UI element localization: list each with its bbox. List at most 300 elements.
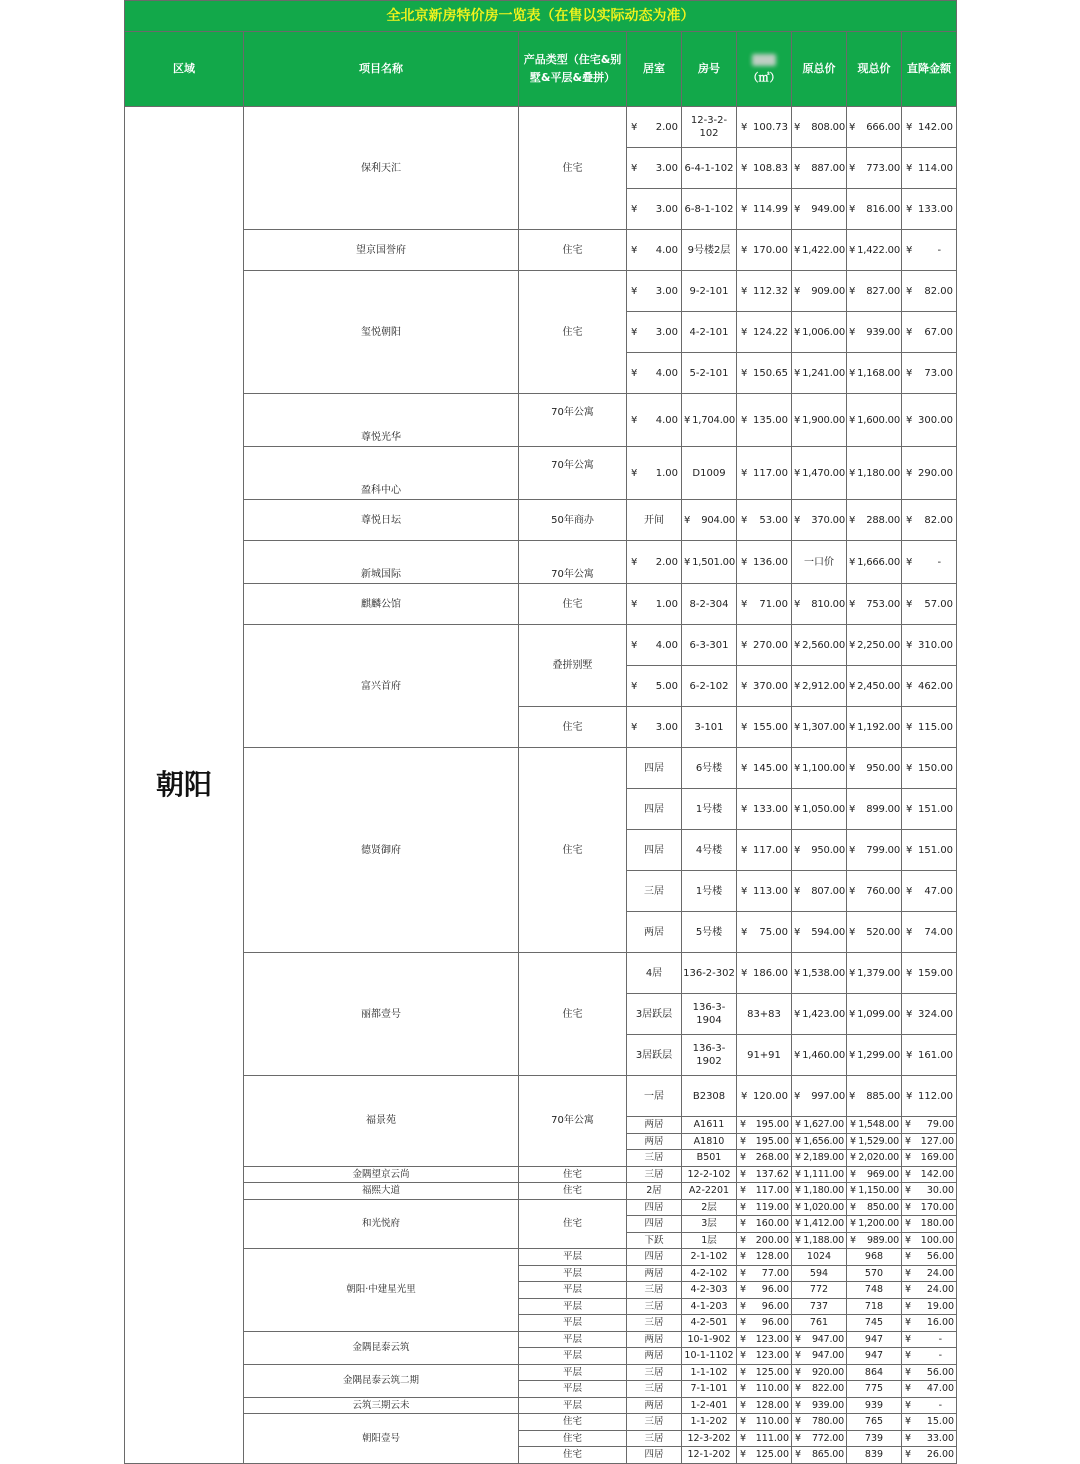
orig-total-cell-value: 822.00 xyxy=(811,1383,844,1395)
drop-cell xyxy=(902,189,957,230)
currency-symbol: ¥ xyxy=(794,1049,801,1061)
drop-cell-value: - xyxy=(938,1350,943,1362)
orig-total-cell xyxy=(792,912,847,953)
product-type: 平层 xyxy=(519,1348,627,1365)
orig-total-cell-value: 780.00 xyxy=(811,1416,844,1428)
orig-total-cell xyxy=(792,1117,847,1134)
project-name: 盈科中心 xyxy=(244,447,519,500)
now-total-cell-value: 939.00 xyxy=(866,326,900,338)
currency-symbol: ¥ xyxy=(905,1185,912,1197)
header-region: 区域 xyxy=(125,32,244,107)
orig-total-cell-value: 1,422.00 xyxy=(802,244,845,256)
currency-symbol: ¥ xyxy=(794,1090,801,1102)
area-cell xyxy=(737,1199,792,1216)
unit-cell: 136-2-302 xyxy=(682,953,737,994)
currency-symbol: ¥ xyxy=(794,762,801,774)
header-row xyxy=(125,32,957,107)
now-total-cell: 968 xyxy=(847,1249,902,1266)
drop-cell-value: 324.00 xyxy=(918,1008,954,1020)
drop-cell xyxy=(902,830,957,871)
orig-total-cell xyxy=(792,584,847,625)
rooms-cell: 两居 xyxy=(627,1117,682,1134)
orig-total-cell-value: 949.00 xyxy=(811,203,845,215)
unit-cell: 6-2-102 xyxy=(682,666,737,707)
project-name: 尊悦光华 xyxy=(244,394,519,447)
orig-total-cell xyxy=(792,1216,847,1233)
now-total-cell-value: 1,379.00 xyxy=(857,967,900,979)
currency-symbol: ¥ xyxy=(906,285,913,297)
area-cell-value: 137.62 xyxy=(755,1168,789,1180)
currency-symbol: ¥ xyxy=(794,367,801,379)
area-cell-value: 155.00 xyxy=(753,721,788,733)
rooms-cell: 四居 xyxy=(627,1447,682,1464)
rooms-cell-value: 5.00 xyxy=(655,680,678,692)
drop-cell-value: 73.00 xyxy=(924,367,954,379)
area-cell xyxy=(737,748,792,789)
currency-symbol: ¥ xyxy=(849,762,856,774)
drop-cell-value: 82.00 xyxy=(924,285,954,297)
drop-cell-value: 24.00 xyxy=(926,1267,955,1279)
now-total-cell: 939 xyxy=(847,1397,902,1414)
unit-cell xyxy=(682,541,737,584)
drop-cell-value: 82.00 xyxy=(924,514,954,526)
unit-cell: 10-1-1102 xyxy=(682,1348,737,1365)
area-cell xyxy=(737,394,792,447)
area-cell xyxy=(737,1381,792,1398)
drop-cell-value: 159.00 xyxy=(918,967,954,979)
area-cell xyxy=(737,1447,792,1464)
rooms-cell-value: 4.00 xyxy=(655,414,678,426)
now-total-cell-value: 827.00 xyxy=(866,285,900,297)
table-row xyxy=(125,953,957,994)
drop-cell-value: 142.00 xyxy=(918,121,954,133)
area-cell-value: 170.00 xyxy=(753,244,788,256)
unit-cell: 3层 xyxy=(682,1216,737,1233)
product-type: 住宅 xyxy=(519,1166,627,1183)
now-total-cell xyxy=(847,953,902,994)
area-cell-value: 195.00 xyxy=(755,1135,789,1147)
currency-symbol: ¥ xyxy=(631,598,638,610)
currency-symbol: ¥ xyxy=(795,1383,801,1395)
orig-total-cell xyxy=(792,994,847,1035)
blurred-label xyxy=(752,54,776,66)
drop-cell-value: 169.00 xyxy=(920,1152,955,1164)
area-cell xyxy=(737,1265,792,1282)
orig-total-cell: 772 xyxy=(792,1282,847,1299)
drop-cell-value: - xyxy=(937,244,942,256)
currency-symbol: ¥ xyxy=(849,367,856,379)
unit-cell: 6-8-1-102 xyxy=(682,189,737,230)
rooms-cell: 四居 xyxy=(627,789,682,830)
drop-cell-value: 26.00 xyxy=(926,1449,955,1461)
unit-cell: 2-1-102 xyxy=(682,1249,737,1266)
currency-symbol: ¥ xyxy=(794,639,801,651)
drop-cell-value: 74.00 xyxy=(924,926,954,938)
drop-cell xyxy=(902,666,957,707)
now-total-cell-value: 799.00 xyxy=(866,844,900,856)
orig-total-cell-value: 2,912.00 xyxy=(802,680,845,692)
product-type: 住宅 xyxy=(519,707,627,748)
now-total-cell-value: 773.00 xyxy=(866,162,900,174)
currency-symbol: ¥ xyxy=(794,467,801,479)
currency-symbol: ¥ xyxy=(741,803,748,815)
drop-cell-value: 16.00 xyxy=(926,1317,955,1329)
currency-symbol: ¥ xyxy=(741,1090,748,1102)
now-total-cell xyxy=(847,625,902,666)
drop-cell xyxy=(902,353,957,394)
product-type: 住宅 xyxy=(519,748,627,953)
drop-cell xyxy=(902,707,957,748)
drop-cell xyxy=(902,1298,957,1315)
currency-symbol: ¥ xyxy=(740,1333,747,1345)
area-cell-value: 270.00 xyxy=(753,639,788,651)
rooms-cell: 四居 xyxy=(627,1249,682,1266)
currency-symbol: ¥ xyxy=(740,1383,747,1395)
now-total-cell-value: 885.00 xyxy=(866,1090,900,1102)
orig-total-cell-value: 1,423.00 xyxy=(802,1008,845,1020)
currency-symbol: ¥ xyxy=(905,1383,912,1395)
orig-total-cell-value: 594.00 xyxy=(811,926,845,938)
currency-symbol: ¥ xyxy=(905,1432,912,1444)
currency-symbol: ¥ xyxy=(905,1267,912,1279)
orig-total-cell-value: 810.00 xyxy=(811,598,845,610)
currency-symbol: ¥ xyxy=(849,1090,856,1102)
now-total-cell xyxy=(847,189,902,230)
currency-symbol: ¥ xyxy=(740,1399,747,1411)
currency-symbol: ¥ xyxy=(741,162,748,174)
now-total-cell-value: 1,666.00 xyxy=(857,556,900,568)
project-name: 金隅望京云尚 xyxy=(244,1166,519,1183)
orig-total-cell xyxy=(792,189,847,230)
product-type: 住宅 xyxy=(519,1430,627,1447)
rooms-cell: 两居 xyxy=(627,1331,682,1348)
unit-cell-value: 1,501.00 xyxy=(692,556,735,568)
currency-symbol: ¥ xyxy=(740,1135,747,1147)
currency-symbol: ¥ xyxy=(849,721,856,733)
drop-cell-value: 300.00 xyxy=(918,414,954,426)
project-name: 富兴首府 xyxy=(244,625,519,748)
now-total-cell-value: 753.00 xyxy=(866,598,900,610)
now-total-cell xyxy=(847,1166,902,1183)
product-type: 70年公寓 xyxy=(519,1076,627,1167)
rooms-cell: 四居 xyxy=(627,1199,682,1216)
unit-cell: 8-2-304 xyxy=(682,584,737,625)
now-total-cell-value: 2,250.00 xyxy=(857,639,900,651)
now-total-cell xyxy=(847,707,902,748)
area-cell xyxy=(737,830,792,871)
area-cell xyxy=(737,1166,792,1183)
currency-symbol: ¥ xyxy=(905,1135,912,1147)
currency-symbol: ¥ xyxy=(740,1185,747,1197)
area-cell xyxy=(737,912,792,953)
drop-cell xyxy=(902,230,957,271)
now-total-cell-value: 1,548.00 xyxy=(858,1119,899,1131)
currency-symbol: ¥ xyxy=(740,1267,747,1279)
now-total-cell-value: 666.00 xyxy=(866,121,900,133)
rooms-cell-value: 3.00 xyxy=(655,162,678,174)
drop-cell xyxy=(902,271,957,312)
now-total-cell-value: 1,168.00 xyxy=(857,367,900,379)
now-total-cell-value: 520.00 xyxy=(866,926,900,938)
drop-cell-value: 180.00 xyxy=(920,1218,955,1230)
drop-cell-value: 151.00 xyxy=(918,803,954,815)
unit-cell: A2-2201 xyxy=(682,1183,737,1200)
area-cell-value: 71.00 xyxy=(759,598,788,610)
currency-symbol: ¥ xyxy=(740,1449,747,1461)
drop-cell-value: 290.00 xyxy=(918,467,954,479)
rooms-cell-value: 4.00 xyxy=(655,244,678,256)
unit-cell: B2308 xyxy=(682,1076,737,1117)
orig-total-cell xyxy=(792,1199,847,1216)
currency-symbol: ¥ xyxy=(795,1416,801,1428)
area-cell xyxy=(737,189,792,230)
drop-cell-value: 47.00 xyxy=(924,885,954,897)
rooms-cell xyxy=(627,394,682,447)
currency-symbol: ¥ xyxy=(849,1049,856,1061)
currency-symbol: ¥ xyxy=(794,598,801,610)
currency-symbol: ¥ xyxy=(741,203,748,215)
currency-symbol: ¥ xyxy=(795,1449,801,1461)
currency-symbol: ¥ xyxy=(741,885,748,897)
area-cell-value: 120.00 xyxy=(753,1090,788,1102)
currency-symbol: ¥ xyxy=(905,1399,912,1411)
currency-symbol: ¥ xyxy=(740,1350,747,1362)
currency-symbol: ¥ xyxy=(795,1432,801,1444)
drop-cell xyxy=(902,748,957,789)
orig-total-cell-value: 2,560.00 xyxy=(802,639,845,651)
now-total-cell xyxy=(847,994,902,1035)
area-cell xyxy=(737,1430,792,1447)
orig-total-cell-value: 1,412.00 xyxy=(803,1218,844,1230)
orig-total-cell xyxy=(792,830,847,871)
orig-total-cell: 761 xyxy=(792,1315,847,1332)
area-cell-value: 268.00 xyxy=(755,1152,789,1164)
rooms-cell xyxy=(627,312,682,353)
drop-cell xyxy=(902,1430,957,1447)
now-total-cell xyxy=(847,1117,902,1134)
area-cell xyxy=(737,666,792,707)
area-cell-value: 108.83 xyxy=(753,162,788,174)
now-total-cell xyxy=(847,1076,902,1117)
area-cell-value: 125.00 xyxy=(755,1449,789,1461)
currency-symbol: ¥ xyxy=(906,367,913,379)
rooms-cell: 两居 xyxy=(627,1348,682,1365)
area-cell-value: 136.00 xyxy=(753,556,788,568)
orig-total-cell-value: 920.00 xyxy=(811,1366,844,1378)
currency-symbol: ¥ xyxy=(906,967,913,979)
currency-symbol: ¥ xyxy=(905,1251,912,1263)
now-total-cell: 775 xyxy=(847,1381,902,1398)
currency-symbol: ¥ xyxy=(849,514,856,526)
currency-symbol: ¥ xyxy=(906,721,913,733)
currency-symbol: ¥ xyxy=(741,598,748,610)
currency-symbol: ¥ xyxy=(905,1201,912,1213)
unit-cell: B501 xyxy=(682,1150,737,1167)
area-cell: 91+91 xyxy=(737,1035,792,1076)
project-name: 福熙大道 xyxy=(244,1183,519,1200)
unit-cell: 7-1-101 xyxy=(682,1381,737,1398)
drop-cell xyxy=(902,1397,957,1414)
area-cell-value: 200.00 xyxy=(755,1234,789,1246)
drop-cell xyxy=(902,1414,957,1431)
orig-total-cell-value: 1,627.00 xyxy=(803,1119,844,1131)
orig-total-cell xyxy=(792,748,847,789)
table-row xyxy=(125,1183,957,1200)
orig-total-cell xyxy=(792,1447,847,1464)
currency-symbol: ¥ xyxy=(849,803,856,815)
header-type: 产品类型（住宅&别墅&平层&叠拼） xyxy=(519,32,627,107)
currency-symbol: ¥ xyxy=(795,1350,801,1362)
now-total-cell-value: 1,600.00 xyxy=(857,414,900,426)
table-row xyxy=(125,500,957,541)
rooms-cell-value: 4.00 xyxy=(655,639,678,651)
unit-cell: D1009 xyxy=(682,447,737,500)
currency-symbol: ¥ xyxy=(850,1201,856,1213)
area-cell xyxy=(737,953,792,994)
area-cell xyxy=(737,541,792,584)
currency-symbol: ¥ xyxy=(905,1300,912,1312)
project-name: 云筑三期云未 xyxy=(244,1397,519,1414)
project-name: 金隅昆泰云筑二期 xyxy=(244,1364,519,1397)
drop-cell xyxy=(902,107,957,148)
rooms-cell: 两居 xyxy=(627,912,682,953)
orig-total-cell-value: 1,241.00 xyxy=(802,367,845,379)
now-total-cell-value: 288.00 xyxy=(866,514,900,526)
currency-symbol: ¥ xyxy=(631,721,638,733)
now-total-cell-value: 969.00 xyxy=(866,1168,899,1180)
currency-symbol: ¥ xyxy=(795,1168,801,1180)
rooms-cell: 四居 xyxy=(627,748,682,789)
orig-total-cell xyxy=(792,1232,847,1249)
rooms-cell xyxy=(627,230,682,271)
area-cell-value: 128.00 xyxy=(755,1399,789,1411)
rooms-cell: 3居跃层 xyxy=(627,1035,682,1076)
area-cell xyxy=(737,1216,792,1233)
area-cell-value: 124.22 xyxy=(753,326,788,338)
currency-symbol: ¥ xyxy=(741,926,748,938)
orig-total-cell-value: 1,006.00 xyxy=(802,326,845,338)
drop-cell xyxy=(902,1150,957,1167)
drop-cell xyxy=(902,1348,957,1365)
drop-cell xyxy=(902,871,957,912)
currency-symbol: ¥ xyxy=(740,1366,747,1378)
orig-total-cell-value: 2,189.00 xyxy=(803,1152,844,1164)
area-cell xyxy=(737,447,792,500)
drop-cell xyxy=(902,1076,957,1117)
now-total-cell-value: 1,422.00 xyxy=(857,244,900,256)
unit-cell: A1810 xyxy=(682,1133,737,1150)
area-cell xyxy=(737,1315,792,1332)
currency-symbol: ¥ xyxy=(741,514,748,526)
rooms-cell: 一居 xyxy=(627,1076,682,1117)
currency-symbol: ¥ xyxy=(849,598,856,610)
orig-total-cell xyxy=(792,789,847,830)
product-type: 住宅 xyxy=(519,1447,627,1464)
currency-symbol: ¥ xyxy=(849,414,856,426)
currency-symbol: ¥ xyxy=(906,1008,913,1020)
area-cell-value: 100.73 xyxy=(753,121,788,133)
unit-cell: 5号楼 xyxy=(682,912,737,953)
orig-total-cell xyxy=(792,1331,847,1348)
now-total-cell xyxy=(847,912,902,953)
area-cell xyxy=(737,1117,792,1134)
now-total-cell xyxy=(847,271,902,312)
unit-cell: 1-1-102 xyxy=(682,1364,737,1381)
drop-cell-value: 100.00 xyxy=(920,1234,955,1246)
rooms-cell-value: 2.00 xyxy=(655,121,678,133)
unit-cell: 9号楼2层 xyxy=(682,230,737,271)
orig-total-cell-value: 997.00 xyxy=(811,1090,845,1102)
drop-cell-value: 310.00 xyxy=(918,639,954,651)
orig-total-cell xyxy=(792,1430,847,1447)
drop-cell-value: 33.00 xyxy=(926,1432,955,1444)
area-cell xyxy=(737,1397,792,1414)
now-total-cell xyxy=(847,1150,902,1167)
orig-total-cell xyxy=(792,1414,847,1431)
now-total-cell-value: 1,192.00 xyxy=(857,721,900,733)
currency-symbol: ¥ xyxy=(740,1168,747,1180)
rooms-cell-value: 2.00 xyxy=(655,556,678,568)
area-cell xyxy=(737,584,792,625)
drop-cell-value: 142.00 xyxy=(920,1168,955,1180)
product-type: 70年公寓 xyxy=(519,541,627,584)
currency-symbol: ¥ xyxy=(740,1119,747,1131)
currency-symbol: ¥ xyxy=(906,467,913,479)
product-type: 平层 xyxy=(519,1364,627,1381)
now-total-cell-value: 1,200.00 xyxy=(858,1218,899,1230)
orig-total-cell xyxy=(792,447,847,500)
drop-cell xyxy=(902,1166,957,1183)
orig-total-cell-value: 1,656.00 xyxy=(803,1135,844,1147)
currency-symbol: ¥ xyxy=(850,1185,856,1197)
currency-symbol: ¥ xyxy=(795,1366,801,1378)
drop-cell xyxy=(902,312,957,353)
header-area xyxy=(737,32,792,107)
rooms-cell: 开间 xyxy=(627,500,682,541)
drop-cell-value: 24.00 xyxy=(926,1284,955,1296)
table-row xyxy=(125,584,957,625)
unit-cell: 10-1-902 xyxy=(682,1331,737,1348)
orig-total-cell xyxy=(792,1381,847,1398)
area-cell xyxy=(737,500,792,541)
orig-total-cell-value: 1,188.00 xyxy=(803,1234,844,1246)
orig-total-cell-value: 1,180.00 xyxy=(803,1185,844,1197)
area-cell-value: 111.00 xyxy=(755,1432,789,1444)
unit-cell: 4-2-303 xyxy=(682,1282,737,1299)
drop-cell-value: 133.00 xyxy=(918,203,954,215)
orig-total-cell xyxy=(792,1183,847,1200)
rooms-cell-value: 4.00 xyxy=(655,367,678,379)
drop-cell xyxy=(902,1265,957,1282)
orig-total-cell xyxy=(792,1364,847,1381)
area-cell xyxy=(737,271,792,312)
area-cell-value: 119.00 xyxy=(755,1201,789,1213)
area-cell xyxy=(737,1150,792,1167)
rooms-cell xyxy=(627,625,682,666)
drop-cell-value: 30.00 xyxy=(926,1185,955,1197)
orig-total-cell xyxy=(792,1397,847,1414)
rooms-cell xyxy=(627,189,682,230)
table-row xyxy=(125,1076,957,1117)
orig-total-cell-value: 1,050.00 xyxy=(802,803,845,815)
drop-cell-value: 19.00 xyxy=(926,1300,955,1312)
currency-symbol: ¥ xyxy=(906,121,913,133)
currency-symbol: ¥ xyxy=(905,1152,912,1164)
currency-symbol: ¥ xyxy=(849,926,856,938)
area-cell-value: 135.00 xyxy=(753,414,788,426)
unit-cell: 6-3-301 xyxy=(682,625,737,666)
orig-total-cell: 一口价 xyxy=(792,541,847,584)
